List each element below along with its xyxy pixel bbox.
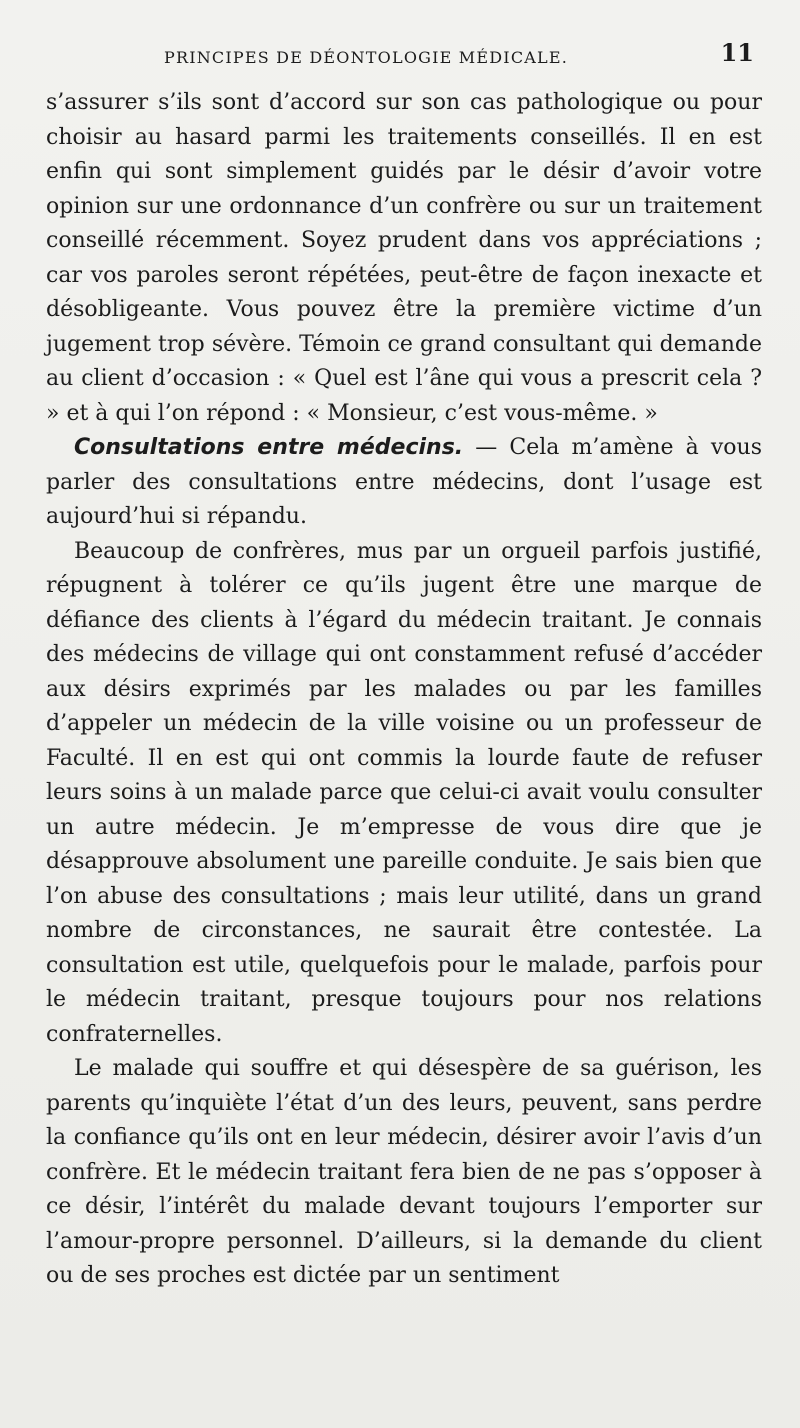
paragraph: Beaucoup de confrères, mus par un orgueil parfois justifié, répugnent à tolérer ce qu’ils jugent être une marque de défiance des clients à l’égard du médecin traitant. Je connais des médecins de village qui ont constamment refusé d’accéder aux désirs exprimés par les malades ou par les familles d’appeler un médecin de la ville voisine ou un professeur de Faculté. Il en est qui ont commis la lourde faute de refuser leurs soins à un malade parce que celui-ci avait voulu consulter un autre médecin. Je m’empresse de vous dire que je désapprouve absolument une pareille conduite. Je sais bien que l’on abuse des consultations ; mais leur utilité, dans un grand nombre de circonstances, ne saurait être contestée. La consultation est utile, quelquefois pour le malade, parfois pour le médecin traitant, presque toujours pour nos relations confraternelles. — [46, 538, 762, 1047]
page-number: 11 — [720, 38, 754, 67]
section-title: Consultations entre médecins. — [74, 435, 464, 460]
body-text — [46, 86, 762, 1294]
page-header — [46, 38, 762, 86]
running-title: PRINCIPES DE DÉONTOLOGIE MÉDICALE. — [164, 48, 569, 67]
paragraph: Le malade qui souffre et qui désespère de sa guérison, les parents qu’inquiète l’état d’un des leurs, peuvent, sans perdre la confiance qu’ils ont en leur médecin, désirer avoir l’avis d’un confrère. Et le médecin traitant fera bien de ne pas s’opposer à ce désir, l’intérêt du malade devant toujours l’emporter sur l’amour-propre personnel. D’ailleurs, si la demande du client ou de ses proches est dictée par un sentiment — [46, 1056, 762, 1288]
paragraph-text: — Cela m’amène à vous parler des consultations entre médecins, dont l’usage est aujourd’hui si répandu. — [46, 435, 762, 529]
paragraph: s’assurer s’ils sont d’accord sur son cas pathologique ou pour choisir au hasard parmi les traitements conseillés. Il en est enfin qui sont simplement guidés par le désir d’avoir votre opinion sur une ordonnance d’un confrère ou sur un traitement conseillé récemment. Soyez prudent dans vos appréciations ; car vos paroles seront répétées, peut-être de façon inexacte et désobligeante. Vous pouvez être la première victime d’un jugement trop sévère. Témoin ce grand consultant qui demande au client d’occasion : « Quel est l’âne qui vous a prescrit cela ? » et à qui l’on répond : « Monsieur, c’est vous-même. » — [46, 90, 762, 426]
paragraph — [46, 431, 762, 535]
